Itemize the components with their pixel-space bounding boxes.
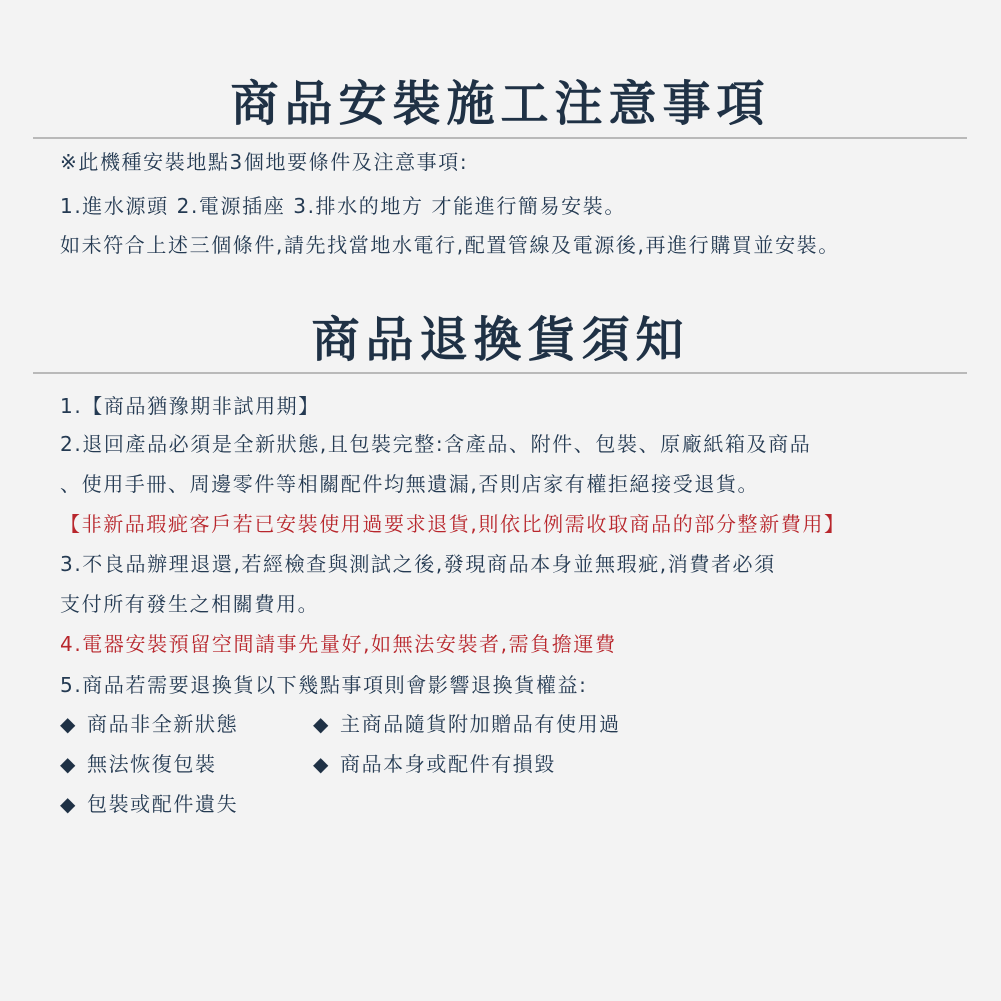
return-policy-title: 商品退換貨須知	[311, 312, 690, 368]
diamond-bullet-icon: ◆	[313, 712, 330, 736]
diamond-bullet-icon: ◆	[313, 752, 330, 776]
installation-line: 如未符合上述三個條件,請先找當地水電行,配置管線及電源後,再進行購買並安裝。	[60, 233, 840, 257]
divider	[33, 137, 967, 139]
condition-item	[60, 714, 238, 734]
condition-label: 無法恢復包裝	[86, 752, 217, 776]
diamond-bullet-icon: ◆	[60, 712, 77, 736]
policy-line: 、使用手冊、周邊零件等相關配件均無遺漏,否則店家有權拒絕接受退貨。	[60, 472, 760, 496]
policy-line: 3.不良品辦理退還,若經檢查與測試之後,發現商品本身並無瑕疵,消費者必須	[60, 552, 776, 576]
policy-warning-line: 4.電器安裝預留空間請事先量好,如無法安裝者,需負擔運費	[60, 632, 617, 656]
policy-line: 5.商品若需要退換貨以下幾點事項則會影響退換貨權益:	[60, 673, 588, 697]
diamond-bullet-icon: ◆	[60, 752, 77, 776]
installation-notes-title: 商品安裝施工注意事項	[230, 76, 771, 132]
installation-line: 1.進水源頭 2.電源插座 3.排水的地方 才能進行簡易安裝。	[60, 194, 626, 218]
policy-line: 支付所有發生之相關費用。	[60, 592, 320, 616]
condition-item	[60, 794, 238, 814]
installation-line: ※此機種安裝地點3個地要條件及注意事項:	[60, 150, 469, 174]
condition-item	[60, 754, 217, 774]
condition-item	[313, 754, 556, 774]
condition-item	[313, 714, 621, 734]
condition-label: 商品本身或配件有損毀	[339, 752, 556, 776]
condition-label: 主商品隨貨附加贈品有使用過	[339, 712, 621, 736]
condition-label: 商品非全新狀態	[86, 712, 239, 736]
condition-label: 包裝或配件遺失	[86, 792, 239, 816]
policy-line: 2.退回產品必須是全新狀態,且包裝完整:含產品、附件、包裝、原廠紙箱及商品	[60, 432, 812, 456]
diamond-bullet-icon: ◆	[60, 792, 77, 816]
policy-warning-line: 【非新品瑕疵客戶若已安裝使用過要求退貨,則依比例需收取商品的部分整新費用】	[60, 512, 846, 536]
divider	[33, 372, 967, 374]
policy-line: 1.【商品猶豫期非試用期】	[60, 394, 320, 418]
